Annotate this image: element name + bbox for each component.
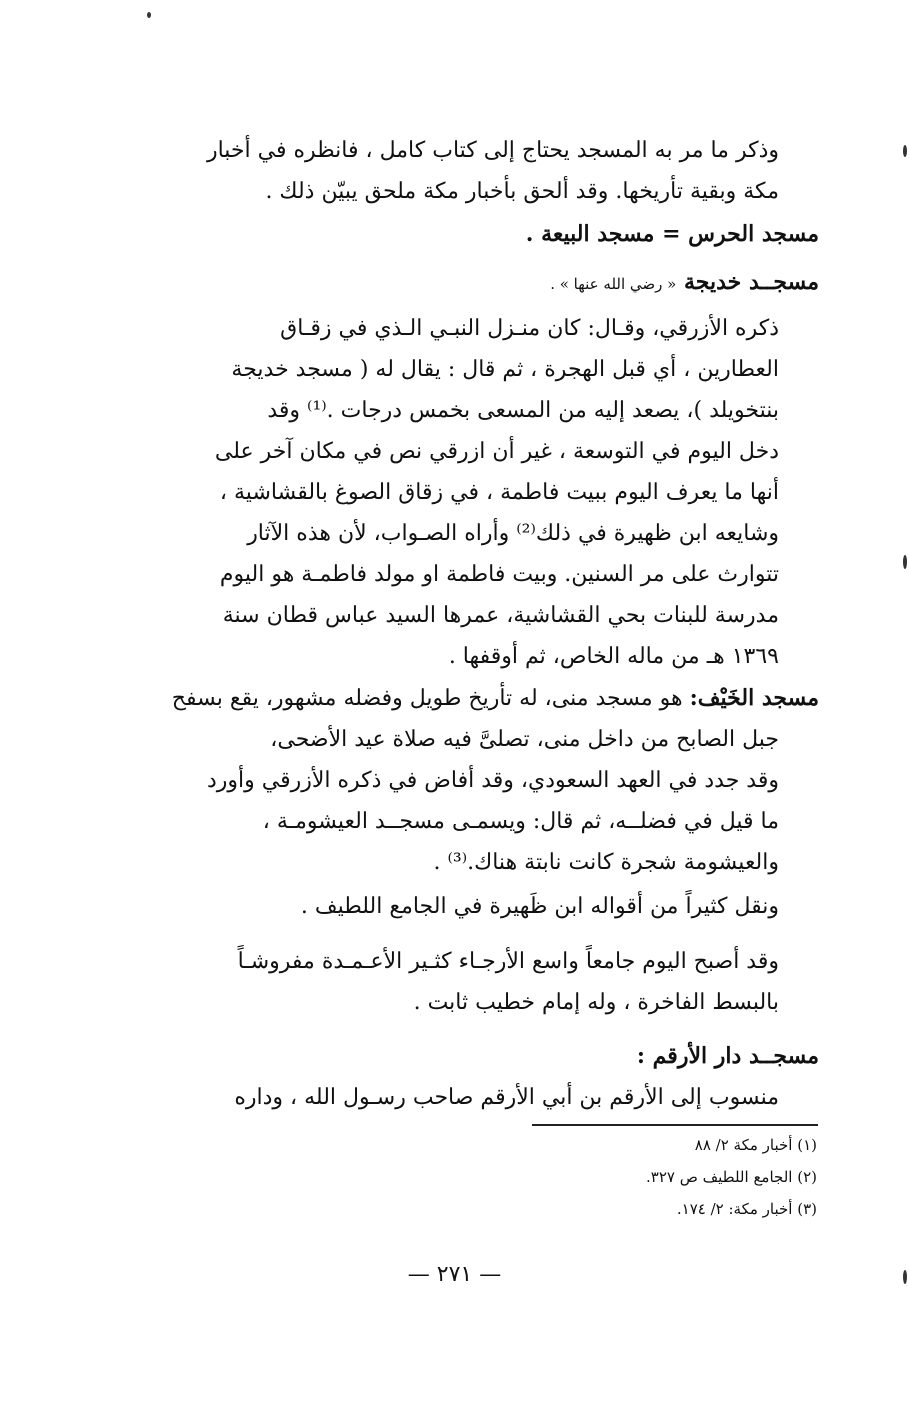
khadija-paragraph [130, 308, 779, 677]
text-line: والعيشومة شجرة كانت نابتة هناك.⁽³⁾ . [433, 850, 779, 875]
text-line: بالبسط الفاخرة ، وله إمام خطيب ثابت . [413, 990, 779, 1015]
text-line: جبل الصابح من داخل منى، تصلىَّ فيه صلاة عيد الأضحى، [270, 727, 779, 752]
haras-heading [130, 214, 819, 254]
arqam-paragraph [130, 1077, 779, 1118]
text-line: ذكره الأزرقي، وقـال: كان منـزل النبـي الـذي في زقـاق [280, 316, 779, 341]
text-line: دخل اليوم في التوسعة ، غير أن ازرقي نص في مكان آخر على [214, 439, 779, 464]
text-line: بنتخويلد )، يصعد إليه من المسعى بخمس درجات .⁽¹⁾ وقد [267, 398, 779, 423]
text-line: ونقل كثيراً من أقواله ابن ظَهيرة في الجامع اللطيف . [300, 894, 779, 919]
khayf-today-paragraph [130, 941, 779, 1023]
text-line: وقد جدد في العهد السعودي، وقد أفاض في ذكره الأزرقي وأورد [206, 768, 779, 793]
text-line: وشايعه ابن ظهيرة في ذلك⁽²⁾ وأراه الصـواب، لأن هذه الآثار [247, 521, 779, 546]
arqam-title: مسجــد دار الأرقم : [636, 1043, 819, 1069]
text-line: أنها ما يعرف اليوم ببيت فاطمة ، في زقاق الصوغ بالقشاشية ، [219, 480, 779, 505]
page-number: — ٢٧١ — [407, 1262, 502, 1287]
haras-line: مسجد الحرس = مسجد البيعة . [525, 221, 819, 247]
text-line: منسوب إلى الأرقم بن أبي الأرقم صاحب رسـول الله ، وداره [234, 1085, 779, 1110]
text-line: ١٣٦٩ هـ من ماله الخاص، ثم أوقفها . [448, 644, 779, 669]
text-line: تتوارث على مر السنين. وبيت فاطمة او مولد فاطمـة هو اليوم [219, 562, 779, 587]
footnote-3: (٣) أخبار مكة: ٢/ ١٧٤. [676, 1200, 817, 1218]
footnote-2: (٢) الجامع اللطيف ص ٣٢٧. [645, 1168, 817, 1186]
ink-speck [147, 12, 151, 18]
intro-paragraph [130, 130, 779, 212]
text-line: مدرسة للبنات بحي القشاشية، عمرها السيد عباس قطان سنة [222, 603, 779, 628]
footnote-1: (١) أخبار مكة ٢/ ٨٨ [694, 1136, 817, 1154]
text-line: مكة وبقية تأريخها. وقد ألحق بأخبار مكة ملحق يبيّن ذلك . [265, 179, 779, 204]
khayf-paragraph [130, 719, 779, 883]
text-line: العطارين ، أي قبل الهجرة ، ثم قال : يقال له ( مسجد خديجة [231, 357, 779, 382]
text-line: وقد أصبح اليوم جامعاً واسع الأرجـاء كثـير الأعـمـدة مفروشـاً [237, 949, 779, 974]
khadija-title: مسجــد خديجة [684, 269, 819, 295]
khayf-heading [130, 678, 819, 719]
khayf-ibn-zahira-line [130, 886, 779, 927]
blessing-text: « رضي الله عنها » . [550, 275, 677, 293]
ink-speck [903, 145, 907, 157]
text-line: ما قيل في فضلــه، ثم قال: ويسمـى مسجــد العيشومـة ، [262, 809, 779, 834]
ink-speck [903, 555, 907, 569]
text-line: وذكر ما مر به المسجد يحتاج إلى كتاب كامل ، فانظره في أخبار [206, 138, 779, 163]
arqam-heading [130, 1036, 819, 1076]
khayf-title: مسجد الخَيْف: [689, 685, 819, 711]
khadija-heading [130, 262, 819, 304]
footnote-separator [532, 1124, 818, 1126]
khayf-first-line: هو مسجد منى، له تأريخ طويل وفضله مشهور، يقع بسفح [171, 686, 690, 711]
